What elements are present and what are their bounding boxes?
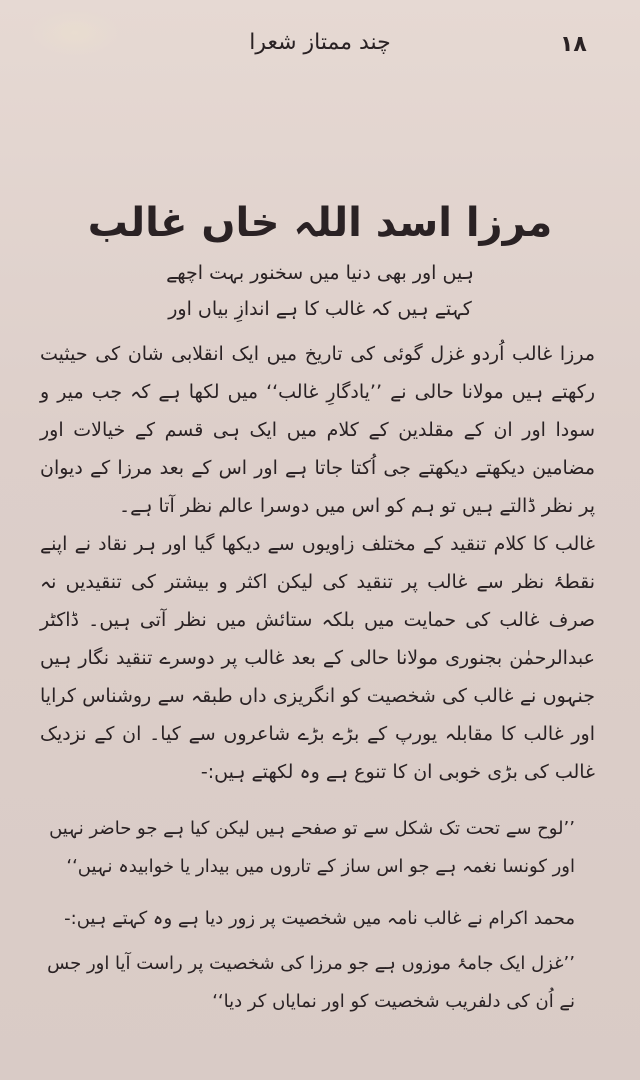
quote-2: ’’غزل ایک جامۂ موزوں ہے جو مرزا کی شخصیت پر راست آیا اور جس نے اُن کی دلفریب شخصیت کو اور نمایاں کر دیا‘‘ <box>47 953 575 1012</box>
page-number: ۱۸ <box>560 32 587 57</box>
paragraph-2: غالب کا کلام تنقید کے مختلف زاویوں سے دیکھا گیا اور ہر نقاد نے اپنے نقطۂ نظر سے غالب پر تنقید کی لیکن اکثر و بیشتر کی تنقیدیں نہ صرف غالب کی حمایت میں بلکہ ستائش میں نظر آتی ہیں۔ ڈاکٹر عبدالرحمٰن بجنوری مولانا حالی کے بعد غالب پر دوسرے تنقید نگار ہیں جنہوں نے غالب کی شخصیت کو انگریزی داں طبقہ سے روشناس کرایا اور غالب کا مقابلہ یورپ کے بڑے بڑے شاعروں سے کیا۔ ان کے نزدیک غالب کی بڑی خوبی ان کا تنوع ہے وہ لکھتے ہیں:- <box>40 533 595 783</box>
quote-1: ’’لوح سے تحت تک شکل سے تو صفحے ہیں لیکن کیا ہے جو حاضر نہیں اور کونسا نغمہ ہے جو اس ساز کے تاروں میں بیدار یا خوابیدہ نہیں‘‘ <box>49 818 575 877</box>
verse-line-2: کہتے ہیں کہ غالب کا ہے اندازِ بیاں اور <box>168 298 472 320</box>
paragraph-1: مرزا غالب اُردو غزل گوئی کی تاریخ میں ایک انقلابی شان کی حیثیت رکھتے ہیں مولانا حالی نے ’’یادگارِ غالب‘‘ میں لکھا ہے کہ جب میر و سودا اور ان کے مقلدین کے کلام میں ایک ہی قسم کے خیالات اور مضامین دیکھتے دیکھتے جی اُکتا جاتا ہے اور اس کے بعد مرزا کے دیوان پر نظر ڈالتے ہیں تو ہم کو اس میں دوسرا عالم نظر آتا ہے۔ <box>40 343 595 517</box>
page-header <box>0 30 640 70</box>
quote-intro-2: محمد اکرام نے غالب نامہ میں شخصیت پر زور دیا ہے وہ کہتے ہیں:- <box>64 908 575 929</box>
chapter-title: مرزا اسد اللہ خاں غالب <box>87 200 553 246</box>
running-head: چند ممتاز شعرا <box>249 30 391 55</box>
verse-line-1: ہیں اور بھی دنیا میں سخنور بہت اچھے <box>166 262 474 284</box>
